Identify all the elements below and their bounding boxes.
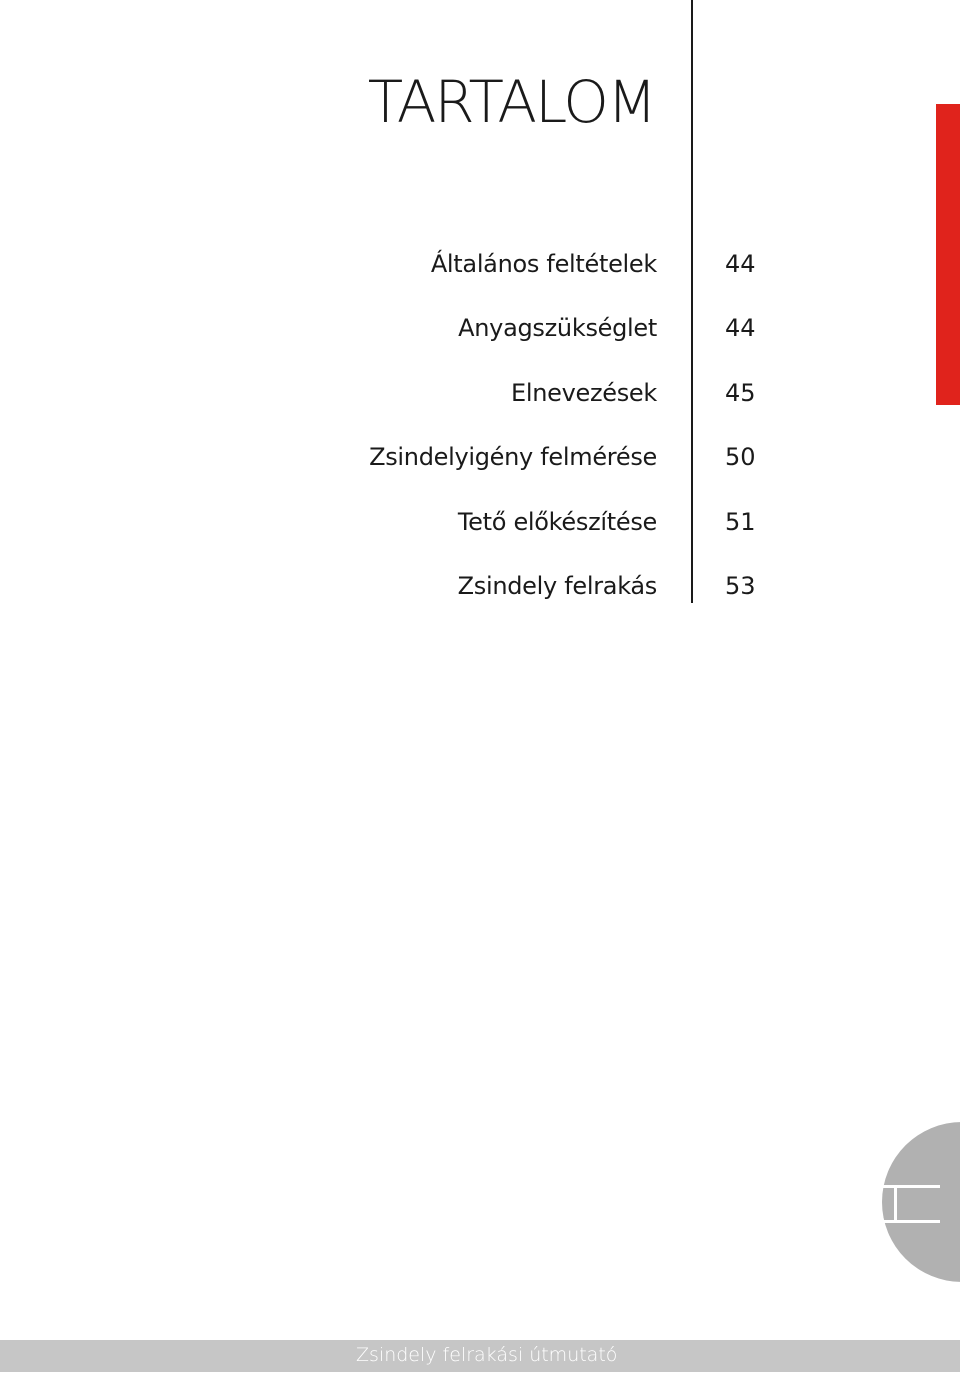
toc-page-number: 44 bbox=[725, 250, 756, 278]
toc-label: Általános feltételek bbox=[430, 250, 657, 278]
page-title: TARTALOM bbox=[367, 68, 655, 136]
toc-label: Elnevezések bbox=[510, 378, 657, 407]
toc-label: Zsindelyigény felmérése bbox=[369, 443, 657, 472]
toc-row[interactable] bbox=[0, 379, 960, 443]
toc-page-number: 44 bbox=[725, 314, 756, 343]
toc-row[interactable] bbox=[0, 250, 960, 314]
toc-label: Tető előkészítése bbox=[457, 507, 657, 536]
section-tab-marker bbox=[936, 104, 960, 405]
toc-page-number: 51 bbox=[725, 507, 756, 536]
toc-page-number: 50 bbox=[725, 443, 756, 472]
toc-row[interactable] bbox=[0, 572, 960, 636]
toc-page-number: 53 bbox=[725, 571, 756, 600]
toc-label: Zsindely felrakás bbox=[457, 571, 657, 600]
toc-row[interactable] bbox=[0, 314, 960, 378]
table-of-contents bbox=[0, 250, 960, 636]
toc-row[interactable] bbox=[0, 443, 960, 507]
toc-page-number: 45 bbox=[725, 378, 756, 407]
footer-text: Zsindely felrakási útmutató bbox=[356, 1344, 618, 1366]
chapter-h-icon bbox=[882, 1183, 940, 1225]
toc-label: Anyagszükséglet bbox=[458, 314, 657, 343]
toc-row[interactable] bbox=[0, 508, 960, 572]
